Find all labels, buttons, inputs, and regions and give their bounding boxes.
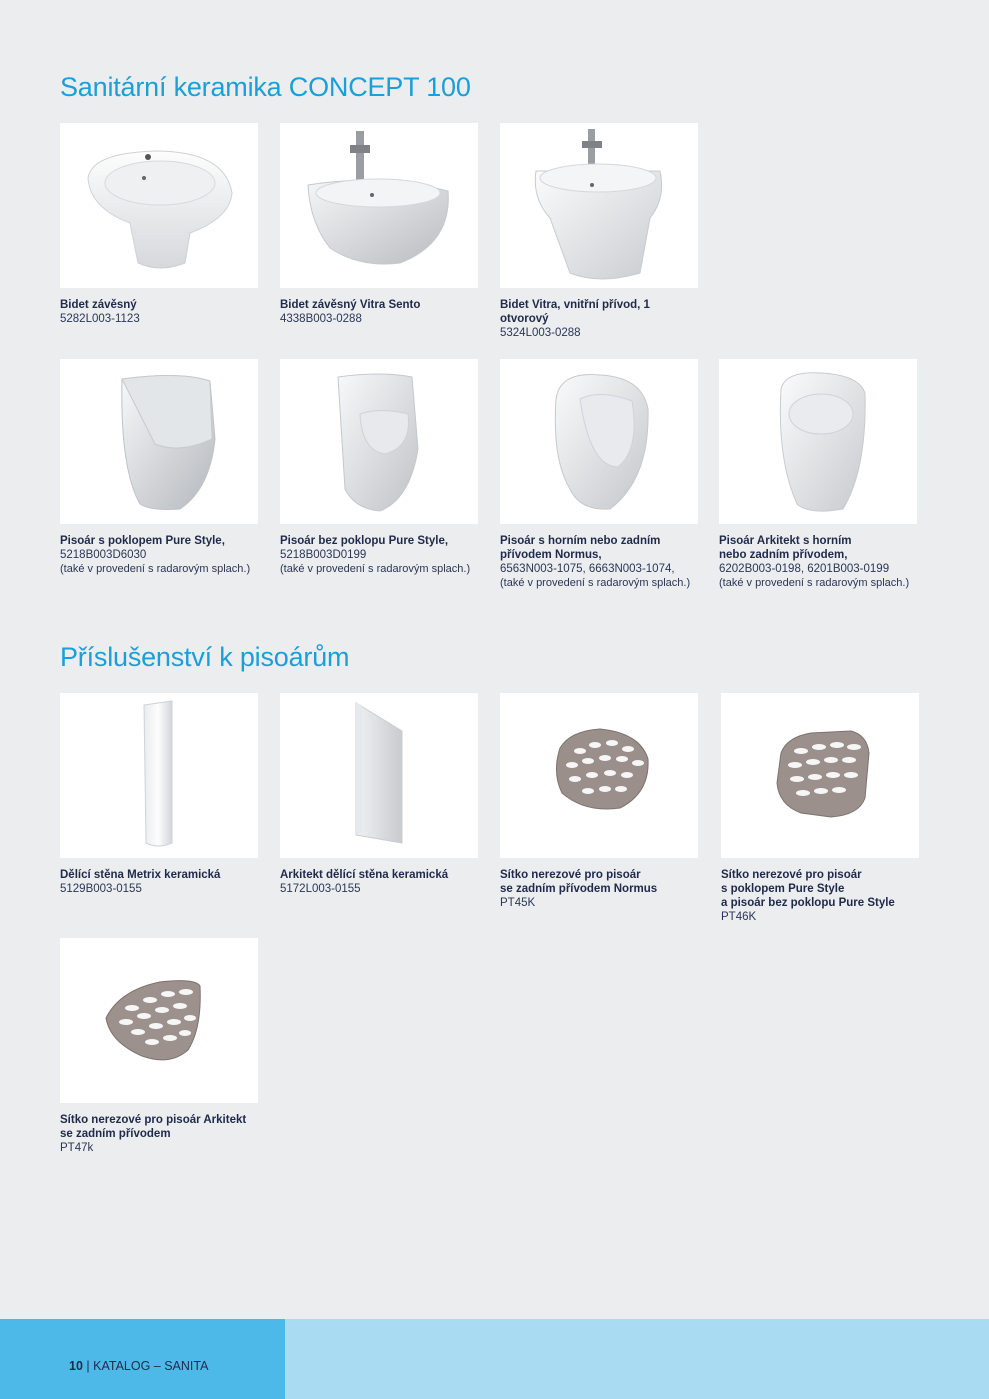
bidet-faucet-icon bbox=[280, 123, 478, 288]
catalog-label: KATALOG – SANITA bbox=[93, 1359, 209, 1373]
urinal-icon bbox=[719, 359, 917, 524]
bidet-icon bbox=[60, 123, 258, 288]
product-note: (také v provedení s radarovým splach.) bbox=[280, 563, 471, 575]
product-name: Pisoár Arkitekt s horním nebo zadním přívodem, bbox=[719, 535, 852, 561]
product-name: Sítko nerezové pro pisoár Arkitekt se zadním přívodem bbox=[60, 1114, 247, 1140]
bidet-faucet-icon bbox=[500, 123, 698, 288]
product-card-urinal-arkitekt[interactable] bbox=[719, 359, 917, 590]
product-note: (také v provedení s radarovým splach.) bbox=[500, 577, 691, 589]
product-note: (také v provedení s radarovým splach.) bbox=[719, 577, 910, 589]
product-name: Sítko nerezové pro pisoár s poklopem Pure Style a pisoár bez poklopu Pure Style bbox=[721, 869, 895, 909]
product-card-divider-arkitekt[interactable] bbox=[280, 693, 478, 896]
urinal-icon bbox=[280, 359, 478, 524]
strainer-square-icon bbox=[721, 693, 919, 858]
urinal-lid-icon bbox=[60, 359, 258, 524]
product-card-bidet[interactable] bbox=[60, 123, 258, 326]
product-name: Arkitekt dělící stěna keramická bbox=[280, 869, 449, 881]
page-number: 10 bbox=[69, 1359, 83, 1373]
product-name: Sítko nerezové pro pisoár se zadním přívodem Normus bbox=[500, 869, 658, 895]
product-code: 5324L003-0288 bbox=[500, 327, 581, 339]
divider-wall-angled-icon bbox=[280, 693, 478, 858]
product-card-urinal-nolid[interactable] bbox=[280, 359, 478, 576]
product-code: 5218B003D6030 bbox=[60, 549, 147, 561]
divider-wall-icon bbox=[60, 693, 258, 858]
product-card-bidet-vitra[interactable] bbox=[500, 123, 698, 340]
product-code: 5218B003D0199 bbox=[280, 549, 367, 561]
section-title-concept: Sanitární keramika CONCEPT 100 bbox=[60, 72, 471, 102]
product-name: Pisoár s poklopem Pure Style, bbox=[60, 535, 225, 547]
product-code: PT46K bbox=[721, 911, 757, 923]
strainer-triangle-icon bbox=[60, 938, 258, 1103]
product-code: 6202B003-0198, 6201B003-0199 bbox=[719, 563, 890, 575]
product-code: PT45K bbox=[500, 897, 536, 909]
product-name: Dělící stěna Metrix keramická bbox=[60, 869, 221, 881]
footer-bar-light bbox=[285, 1319, 989, 1399]
product-code: 4338B003-0288 bbox=[280, 313, 362, 325]
product-card-strainer-purestyle[interactable] bbox=[721, 693, 919, 924]
product-note: (také v provedení s radarovým splach.) bbox=[60, 563, 251, 575]
product-code: PT47k bbox=[60, 1142, 94, 1154]
strainer-icon bbox=[500, 693, 698, 858]
product-name: Pisoár s horním nebo zadním přívodem Normus, bbox=[500, 535, 661, 561]
product-name: Pisoár bez poklopu Pure Style, bbox=[280, 535, 449, 547]
footer-label bbox=[69, 1359, 208, 1373]
product-name: Bidet Vitra, vnitřní přívod, 1 otvorový bbox=[500, 299, 650, 325]
product-code: 5282L003-1123 bbox=[60, 313, 140, 325]
urinal-icon bbox=[500, 359, 698, 524]
footer-separator: | bbox=[86, 1359, 90, 1373]
product-card-urinal-normus[interactable] bbox=[500, 359, 698, 590]
product-name: Bidet závěsný Vitra Sento bbox=[280, 299, 421, 311]
product-name: Bidet závěsný bbox=[60, 299, 137, 311]
product-code: 5172L003-0155 bbox=[280, 883, 361, 895]
product-card-strainer-normus[interactable] bbox=[500, 693, 698, 910]
product-code: 6563N003-1075, 6663N003-1074, bbox=[500, 563, 675, 575]
product-card-divider-metrix[interactable] bbox=[60, 693, 258, 896]
product-card-strainer-arkitekt[interactable] bbox=[60, 938, 258, 1155]
product-card-bidet-sento[interactable] bbox=[280, 123, 478, 326]
product-code: 5129B003-0155 bbox=[60, 883, 142, 895]
section-title-accessories: Příslušenství k pisoárům bbox=[60, 642, 350, 672]
product-card-urinal-lid[interactable] bbox=[60, 359, 258, 576]
